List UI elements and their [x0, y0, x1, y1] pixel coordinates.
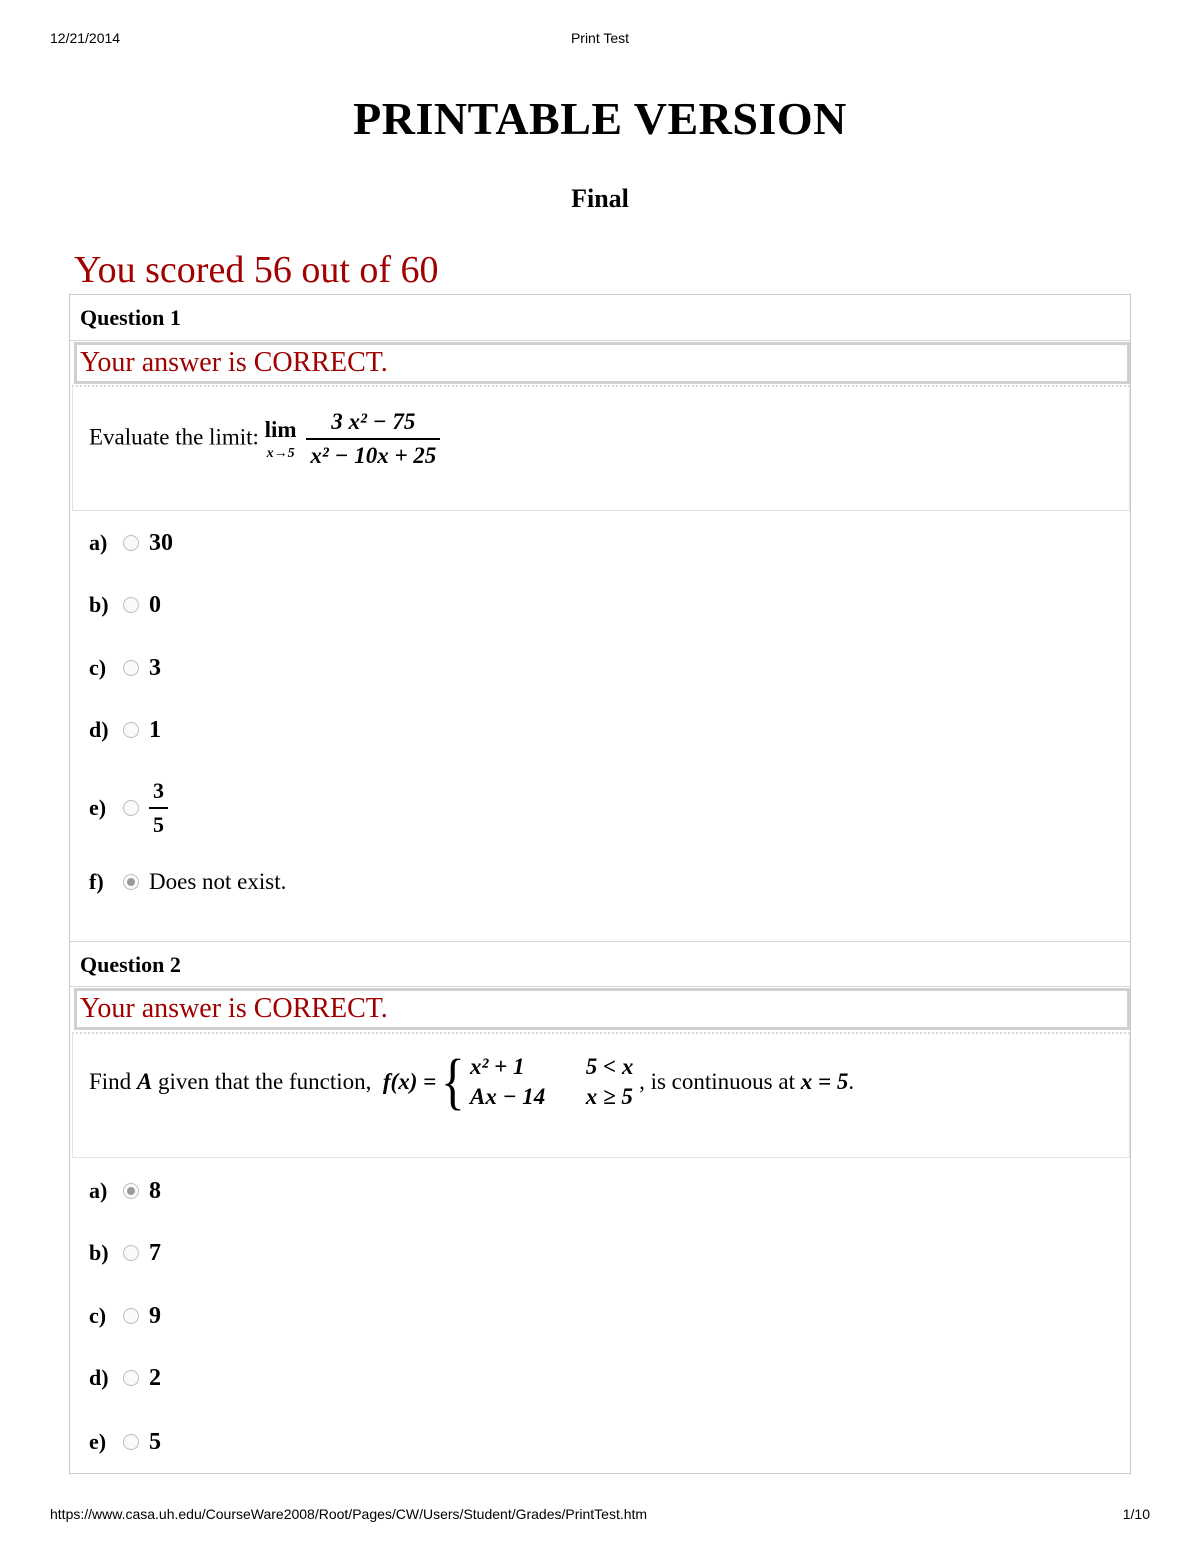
question-1-result: Your answer is CORRECT. [74, 342, 1130, 384]
score-summary: You scored 56 out of 60 [74, 249, 439, 291]
case-1-condition: 5 < x [585, 1054, 634, 1079]
print-page-title: Print Test [570, 30, 630, 46]
option-letter: e) [89, 795, 107, 820]
print-footer [50, 1506, 1150, 1526]
option-letter: a) [89, 530, 108, 555]
function-name: f(x) = [382, 1069, 437, 1094]
q1-option-c[interactable] [89, 651, 161, 685]
test-name: Final [571, 184, 629, 213]
case-1-expression: x² + 1 [469, 1054, 525, 1079]
option-value: 7 [149, 1239, 161, 1266]
print-date: 12/21/2014 [50, 30, 121, 46]
question-1-heading: Question 1 [70, 295, 1130, 341]
q1-option-f[interactable] [89, 865, 286, 899]
radio-button[interactable] [123, 722, 139, 738]
option-letter: d) [89, 1365, 109, 1390]
limit-numerator: 3 x² − 75 [306, 409, 440, 440]
fraction-numerator: 3 [149, 778, 168, 809]
radio-button-selected[interactable] [123, 1183, 139, 1199]
prompt-text-mid: given that the function, [158, 1069, 372, 1094]
q1-option-b[interactable] [89, 588, 161, 622]
question-1-prompt [89, 409, 440, 469]
option-letter: b) [89, 592, 109, 617]
q2-option-d[interactable] [89, 1361, 161, 1395]
limit-operator [265, 418, 297, 461]
question-2-result: Your answer is CORRECT. [74, 988, 1130, 1030]
limit-subscript: x→5 [266, 445, 295, 461]
option-value: 1 [149, 716, 161, 743]
prompt-text-end: , is continuous at [639, 1069, 795, 1094]
limit-fraction [306, 409, 440, 469]
option-fraction [149, 778, 168, 838]
option-value: 9 [149, 1302, 161, 1329]
option-letter: e) [89, 1429, 107, 1454]
option-value: 2 [149, 1364, 161, 1391]
limit-denominator: x² − 10x + 25 [310, 443, 437, 468]
case-row-2 [470, 1082, 633, 1112]
fraction-denominator: 5 [153, 812, 164, 837]
question-2-heading: Question 2 [70, 941, 1130, 987]
option-letter: f) [89, 869, 104, 894]
q1-option-d[interactable] [89, 713, 161, 747]
q2-option-e[interactable] [89, 1425, 161, 1459]
radio-button[interactable] [123, 1245, 139, 1261]
radio-button[interactable] [123, 800, 139, 816]
radio-button[interactable] [123, 1370, 139, 1386]
page-url: https://www.casa.uh.edu/CourseWare2008/Root/Pages/CW/Users/Student/Grades/PrintTest.htm [50, 1506, 648, 1522]
option-letter: c) [89, 1303, 107, 1328]
page-number: 1/10 [1122, 1506, 1150, 1522]
option-value: 30 [149, 529, 173, 556]
page-title: PRINTABLE VERSION [353, 93, 847, 144]
radio-button[interactable] [123, 535, 139, 551]
case-row-1 [470, 1052, 633, 1082]
option-letter: a) [89, 1178, 108, 1203]
left-brace: { [441, 1048, 466, 1116]
option-value: 8 [149, 1177, 161, 1204]
radio-button[interactable] [123, 1434, 139, 1450]
prompt-period: . [848, 1069, 855, 1094]
radio-button[interactable] [123, 660, 139, 676]
option-value: 0 [149, 591, 161, 618]
option-letter: c) [89, 655, 107, 680]
limit-word: lim [264, 416, 297, 442]
prompt-text-start: Find [89, 1069, 132, 1094]
case-2-condition: x ≥ 5 [585, 1084, 633, 1109]
q2-option-b[interactable] [89, 1236, 161, 1270]
question-2-prompt-box [72, 1032, 1130, 1158]
q2-option-a[interactable] [89, 1174, 161, 1208]
q2-option-c[interactable] [89, 1299, 161, 1333]
option-letter: b) [89, 1240, 109, 1265]
q1-option-e[interactable] [89, 773, 168, 843]
continuity-point: x = 5 [800, 1069, 849, 1094]
option-value: 3 [149, 654, 161, 681]
q1-option-a[interactable] [89, 526, 173, 560]
question-1-prompt-box [72, 385, 1130, 511]
radio-button-selected[interactable] [123, 874, 139, 890]
option-value: 5 [149, 1428, 161, 1455]
quiz-table [69, 294, 1131, 1474]
question-1-prompt-text: Evaluate the limit: [89, 424, 259, 450]
case-2-expression: Ax − 14 [469, 1084, 546, 1109]
option-value: Does not exist. [149, 869, 287, 894]
variable-a: A [136, 1069, 153, 1094]
question-2-prompt [89, 1042, 854, 1122]
radio-button[interactable] [123, 597, 139, 613]
radio-button[interactable] [123, 1308, 139, 1324]
print-header [50, 30, 1150, 50]
piecewise-cases [470, 1052, 633, 1112]
option-letter: d) [89, 717, 109, 742]
